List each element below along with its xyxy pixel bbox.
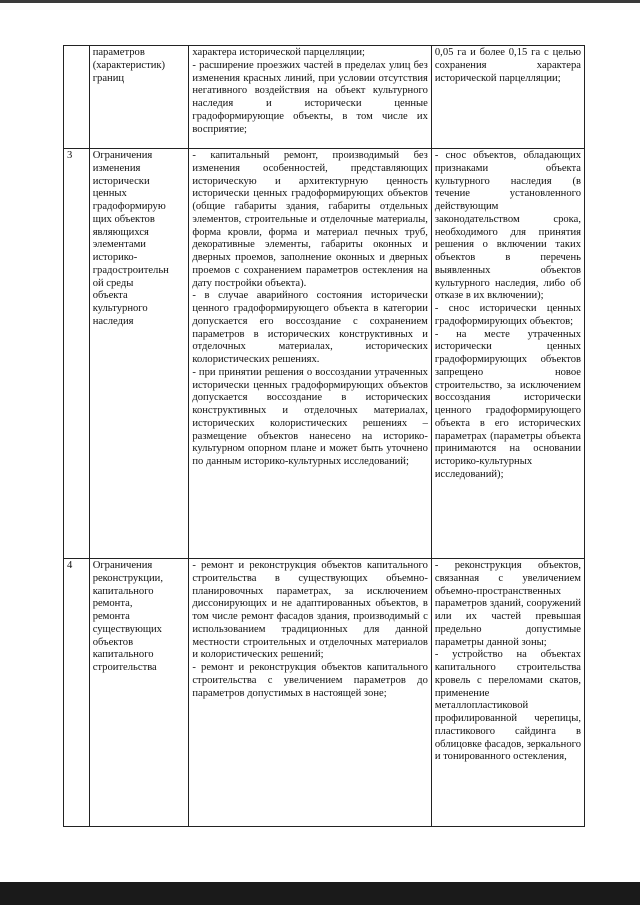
regulations-table (63, 45, 585, 827)
allowed-cell (189, 559, 432, 827)
restriction-name: Ограничения изменения исторически ценных градоформирую щих объектов являющихся элементами историко- градостроительн ой среды объекта культурного наследия (92, 150, 169, 327)
prohibited-text: - снос объектов, обладающих признаками объекта культурного наследия (в течение установленного действующим законодательством срока, необходимого для принятия решения о включении таких объектов в перечень выявленных объектов культурного наследия, либо об отказе в их включении); - снос исторически ценных градоформирующих объектов; - на месте утраченных исторически ценных градоформирующих объектов запрещено новое строительство, за исключением воссоздания исторически ценного градоформирующего объекта в его исторических параметрах (параметры объекта принимаются на основании историко-культурных исследований); (434, 150, 581, 480)
prohibited-text: - реконструкция объектов, связанная с увеличением объемно-пространственных параметров зданий, сооружений или их частей превышая предельно допустимые параметры данной зоны; - устройство на объектах капитального строительства кровель с переломами скатов, применение металлопластиковой профилированной черепицы, пластикового сайдинга в облицовке фасадов, зеркального и тонированного остекления, (434, 560, 581, 763)
prohibited-cell (431, 46, 584, 149)
restriction-name: Ограничения реконструкции, капитального ремонта, ремонта существующих объектов капитального строительства (92, 560, 163, 673)
prohibited-cell (431, 559, 584, 827)
scan-edge-top (0, 0, 640, 3)
prohibited-cell (431, 149, 584, 559)
allowed-cell (189, 149, 432, 559)
restriction-name-cell (89, 559, 189, 827)
row-number-cell (64, 46, 90, 149)
allowed-text: - ремонт и реконструкция объектов капитального строительства в существующих объемно-планировочных параметрах, за исключением диссонирующих и не адаптированных объектов, в том числе ремонт фасадов здания, производимый с использованием традиционных для данной местности строительных и отделочных материалов и колористических решений; - ремонт и реконструкция объектов капитального строительства с увеличением параметров до параметров допустимых в настоящей зоне; (192, 560, 428, 699)
table-row (64, 149, 585, 559)
restriction-name-cell (89, 46, 189, 149)
table-row (64, 46, 585, 149)
restriction-name-cell (89, 149, 189, 559)
row-number: 3 (67, 150, 73, 161)
row-number-cell (64, 559, 90, 827)
restriction-name: параметров (характеристик) границ (92, 47, 166, 84)
scan-edge-bottom (0, 882, 640, 905)
allowed-text: - капитальный ремонт, производимый без изменения особенностей, представляющих историческую и архитектурную ценность исторически ценных градоформирующих объектов (общие габариты здания, габариты отдельных элементов, строительные и отделочные материалы, форма кровли, форма и материал печных труб, декоративные элементы, габариты оконных и дверных проемов, заполнение оконных и дверных проемов с сохранением параметров остекления на дату постройки объекта). - в случае аварийного состояния исторически ценного градоформирующего объекта в категории допускается его воссоздание с сохранением параметров в исторических конструктивных и отделочных материалах, исторических колористических решениях. - при принятии решения о воссоздании утраченных исторически ценных градоформирующих объектов допускается воссоздание в исторических конструктивных и отделочных материалах, исторических колористических решениях – размещение объектов нанесено на историко-культурном опорном плане и может быть уточнено по данным историко-культурных исследований; (192, 150, 428, 467)
row-number-cell (64, 149, 90, 559)
prohibited-text: 0,05 га и более 0,15 га с целью сохранения характера исторической парцелляции; (434, 47, 581, 84)
allowed-cell (189, 46, 432, 149)
table-row (64, 559, 585, 827)
row-number: 4 (67, 560, 73, 571)
allowed-text: характера исторической парцелляции; - расширение проезжих частей в пределах улиц без изменения красных линий, при условии отсутствия негативного воздействия на объект культурного наследия и исторически ценные градоформирующие объекты, в том числе их восприятие; (192, 47, 428, 135)
